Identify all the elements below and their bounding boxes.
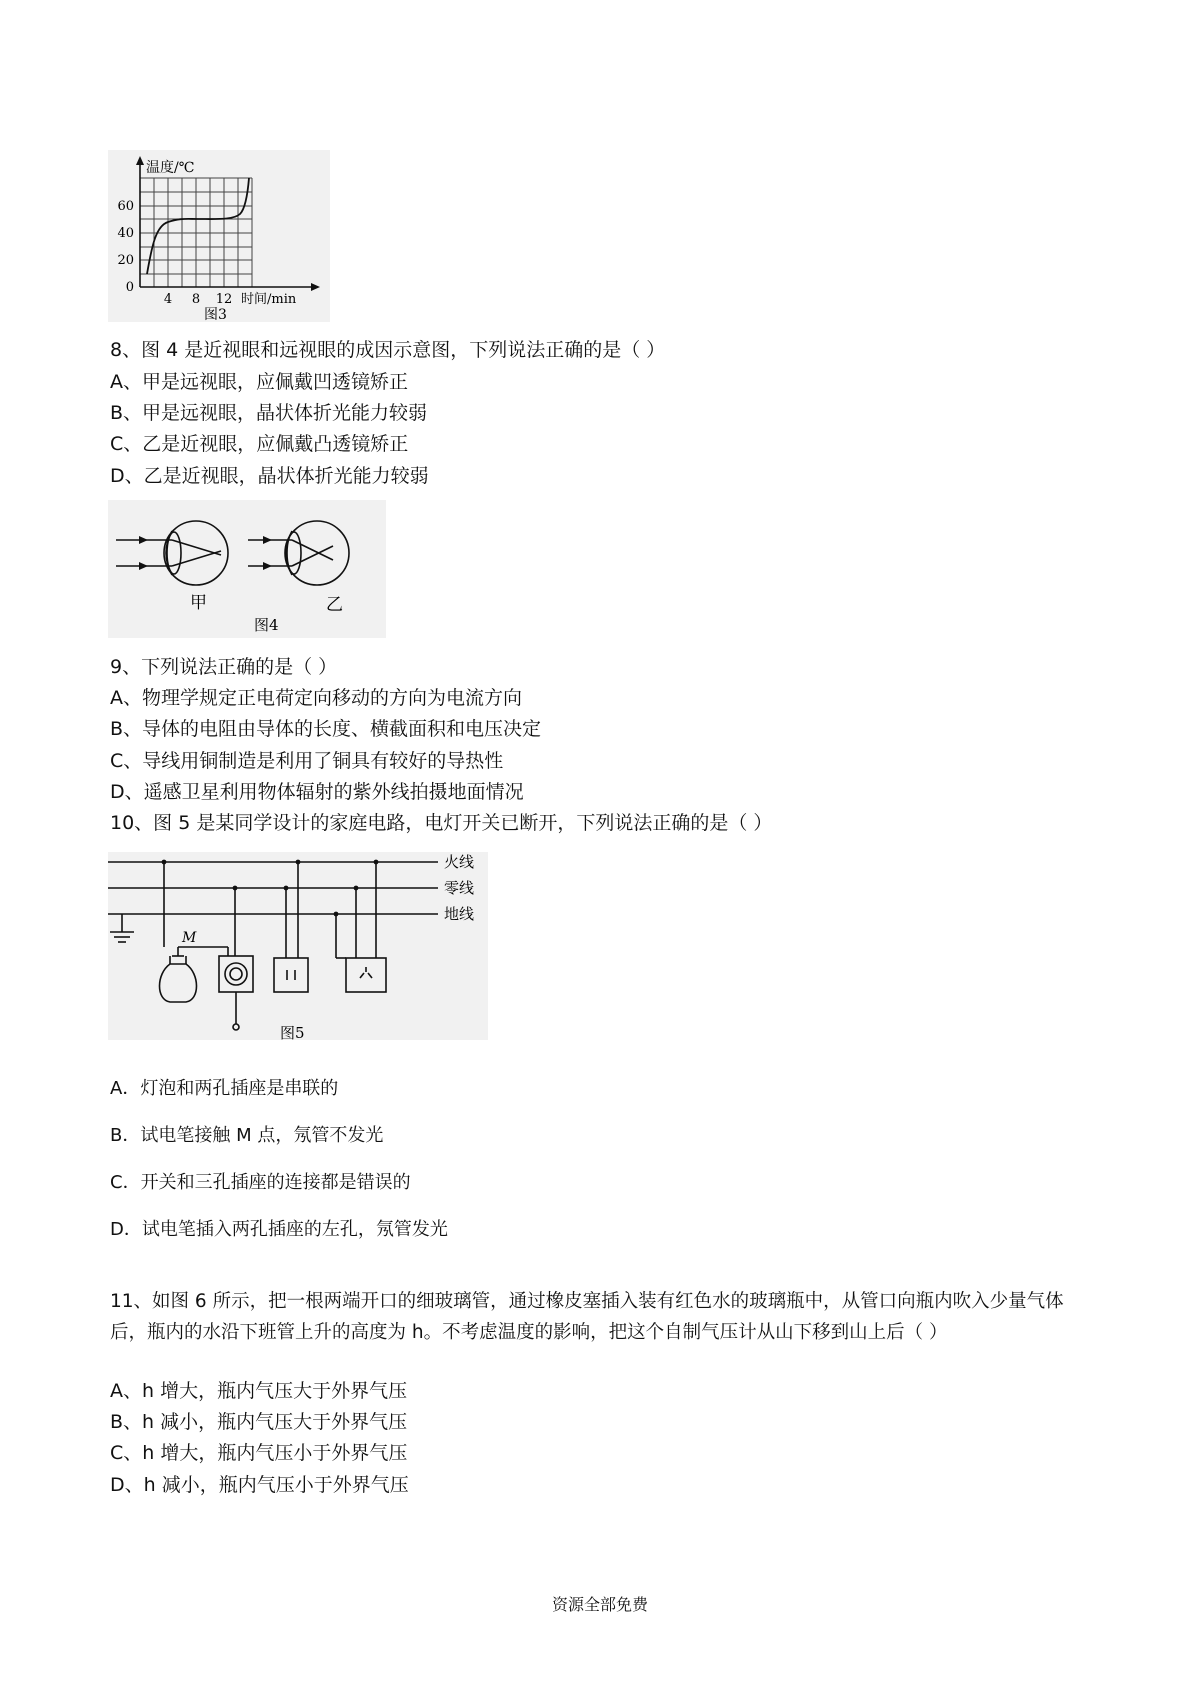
figure-5-circuit	[108, 852, 488, 1040]
eye-label-yi: 乙	[326, 595, 343, 615]
point-m-label: M	[182, 930, 197, 946]
question-11-option-c: C、h 增大，瓶内气压小于外界气压	[110, 1442, 408, 1464]
question-8-option-a: A、甲是远视眼，应佩戴凹透镜矫正	[110, 371, 408, 393]
figure-4-eye-diagrams	[108, 500, 386, 638]
question-9-option-d: D、遥感卫星利用物体辐射的紫外线拍摄地面情况	[110, 781, 524, 803]
x-axis-label: 时间/min	[241, 292, 297, 307]
question-9-option-a: A、物理学规定正电荷定向移动的方向为电流方向	[110, 687, 522, 709]
question-9-stem: 9、下列说法正确的是（ ）	[110, 656, 338, 678]
y-tick-label: 40	[117, 226, 134, 241]
question-10-option-a: A．灯泡和两孔插座是串联的	[110, 1078, 339, 1099]
question-9-option-c: C、导线用铜制造是利用了铜具有较好的导热性	[110, 750, 504, 772]
question-10-option-c: C．开关和三孔插座的连接都是错误的	[110, 1172, 411, 1193]
neutral-wire-label: 零线	[444, 879, 475, 897]
figure-caption: 图3	[204, 307, 227, 322]
y-tick-label: 60	[117, 199, 134, 214]
question-8-option-b: B、甲是远视眼，晶状体折光能力较弱	[110, 402, 428, 424]
question-8-stem: 8、图 4 是近视眼和远视眼的成因示意图，下列说法正确的是（ ）	[110, 339, 666, 361]
page-footer: 资源全部免费	[551, 1595, 648, 1614]
question-11-option-d: D、h 减小，瓶内气压小于外界气压	[110, 1474, 409, 1496]
question-8-option-d: D、乙是近视眼，晶状体折光能力较弱	[110, 465, 429, 487]
x-tick-label: 8	[191, 292, 201, 307]
figure-4	[108, 500, 386, 638]
figure-3	[108, 150, 330, 322]
ground-wire-label: 地线	[444, 905, 475, 923]
question-10-option-d: D．试电笔插入两孔插座的左孔，氖管发光	[110, 1219, 448, 1240]
question-11-stem: 11、如图 6 所示，把一根两端开口的细玻璃管，通过橡皮塞插入装有红色水的玻璃瓶中，从管口向瓶内吹入少量气体后，瓶内的水沿下班管上升的高度为 h。不考虑温度的影响，把这个自制气压计从山下移到山上后（ ）	[110, 1291, 1064, 1343]
y-axis-label: 温度/℃	[146, 160, 195, 176]
question-9-option-b: B、导体的电阻由导体的长度、横截面积和电压决定	[110, 718, 542, 740]
x-tick-label: 4	[163, 292, 173, 307]
question-8-option-c: C、乙是近视眼，应佩戴凸透镜矫正	[110, 433, 409, 455]
question-11-option-a: A、h 增大，瓶内气压大于外界气压	[110, 1380, 408, 1402]
figure-caption: 图5	[280, 1024, 305, 1040]
question-11-option-b: B、h 减小，瓶内气压大于外界气压	[110, 1411, 408, 1433]
eye-label-jia: 甲	[190, 593, 207, 613]
figure-3-graph	[108, 150, 330, 322]
question-10-option-b: B．试电笔接触 M 点，氖管不发光	[110, 1125, 384, 1146]
live-wire-label: 火线	[444, 853, 475, 871]
x-tick-label: 12	[215, 292, 233, 307]
figure-caption: 图4	[254, 616, 279, 634]
y-tick-label: 20	[117, 253, 134, 268]
question-10-stem: 10、图 5 是某同学设计的家庭电路，电灯开关已断开，下列说法正确的是（ ）	[110, 812, 773, 834]
y-tick-label: 0	[125, 280, 134, 295]
figure-5	[108, 852, 488, 1040]
